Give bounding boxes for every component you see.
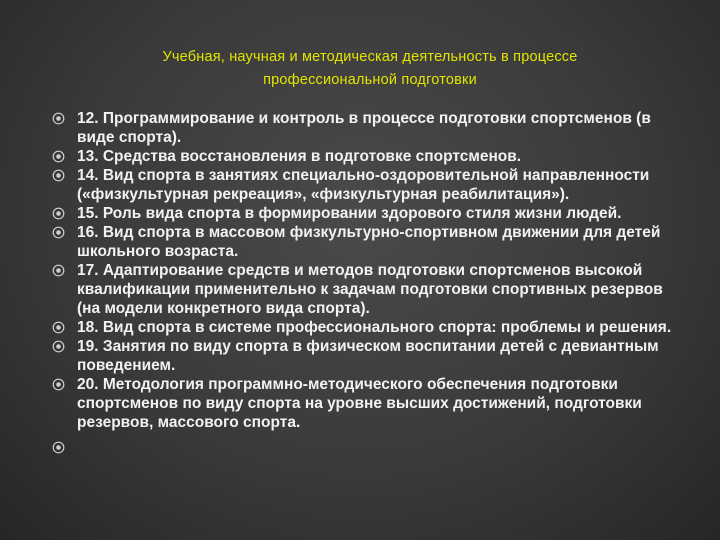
- list-item-text: 12. Программирование и контроль в процессе подготовки спортсменов (в виде спорта).: [77, 110, 651, 146]
- list-item-text: 13. Средства восстановления в подготовке спортсменов.: [77, 148, 522, 165]
- list-item-text: 15. Роль вида спорта в формировании здорового стиля жизни людей.: [77, 205, 622, 222]
- circled-dot-icon: [52, 207, 65, 220]
- list-item-text: 14. Вид спорта в занятиях специально-оздоровительной направленности («физкультурная рекреация», «физкультурная реабилитация»).: [77, 167, 650, 203]
- circled-dot-icon: [52, 441, 65, 454]
- list-item-text: 19. Занятия по виду спорта в физическом воспитании детей с девиантным поведением.: [77, 338, 659, 374]
- circled-dot-icon: [52, 321, 65, 334]
- list-item: [0, 318, 720, 337]
- list-item: [0, 166, 720, 204]
- list-item: [0, 223, 720, 261]
- list-item: [0, 261, 720, 318]
- list-item-text: 16. Вид спорта в массовом физкультурно-спортивном движении для детей школьного возраста.: [77, 224, 661, 260]
- list-item-text: 17. Адаптирование средств и методов подготовки спортсменов высокой квалификации применительно к задачам подготовки спортивных резервов (на модели конкретного вида спорта).: [77, 262, 663, 317]
- list-item: [0, 375, 720, 432]
- list-item: [0, 337, 720, 375]
- list-item: [0, 109, 720, 147]
- bullet-list: [0, 109, 720, 457]
- circled-dot-icon: [52, 340, 65, 353]
- circled-dot-icon: [52, 169, 65, 182]
- circled-dot-icon: [52, 150, 65, 163]
- slide-title-line-1: Учебная, научная и методическая деятельность в процессе: [162, 49, 578, 65]
- circled-dot-icon: [52, 378, 65, 391]
- slide-title: [90, 46, 650, 92]
- slide-title-line-2: профессиональной подготовки: [263, 72, 477, 88]
- circled-dot-icon: [52, 264, 65, 277]
- list-item-text: 18. Вид спорта в системе профессионального спорта: проблемы и решения.: [77, 319, 672, 336]
- list-item: [0, 204, 720, 223]
- circled-dot-icon: [52, 226, 65, 239]
- list-item: [0, 147, 720, 166]
- circled-dot-icon: [52, 112, 65, 125]
- list-item-empty: [0, 438, 720, 457]
- list-item-text: 20. Методология программно-методического обеспечения подготовки спортсменов по виду спорта на уровне высших достижений, подготовки резервов, массового спорта.: [77, 376, 642, 431]
